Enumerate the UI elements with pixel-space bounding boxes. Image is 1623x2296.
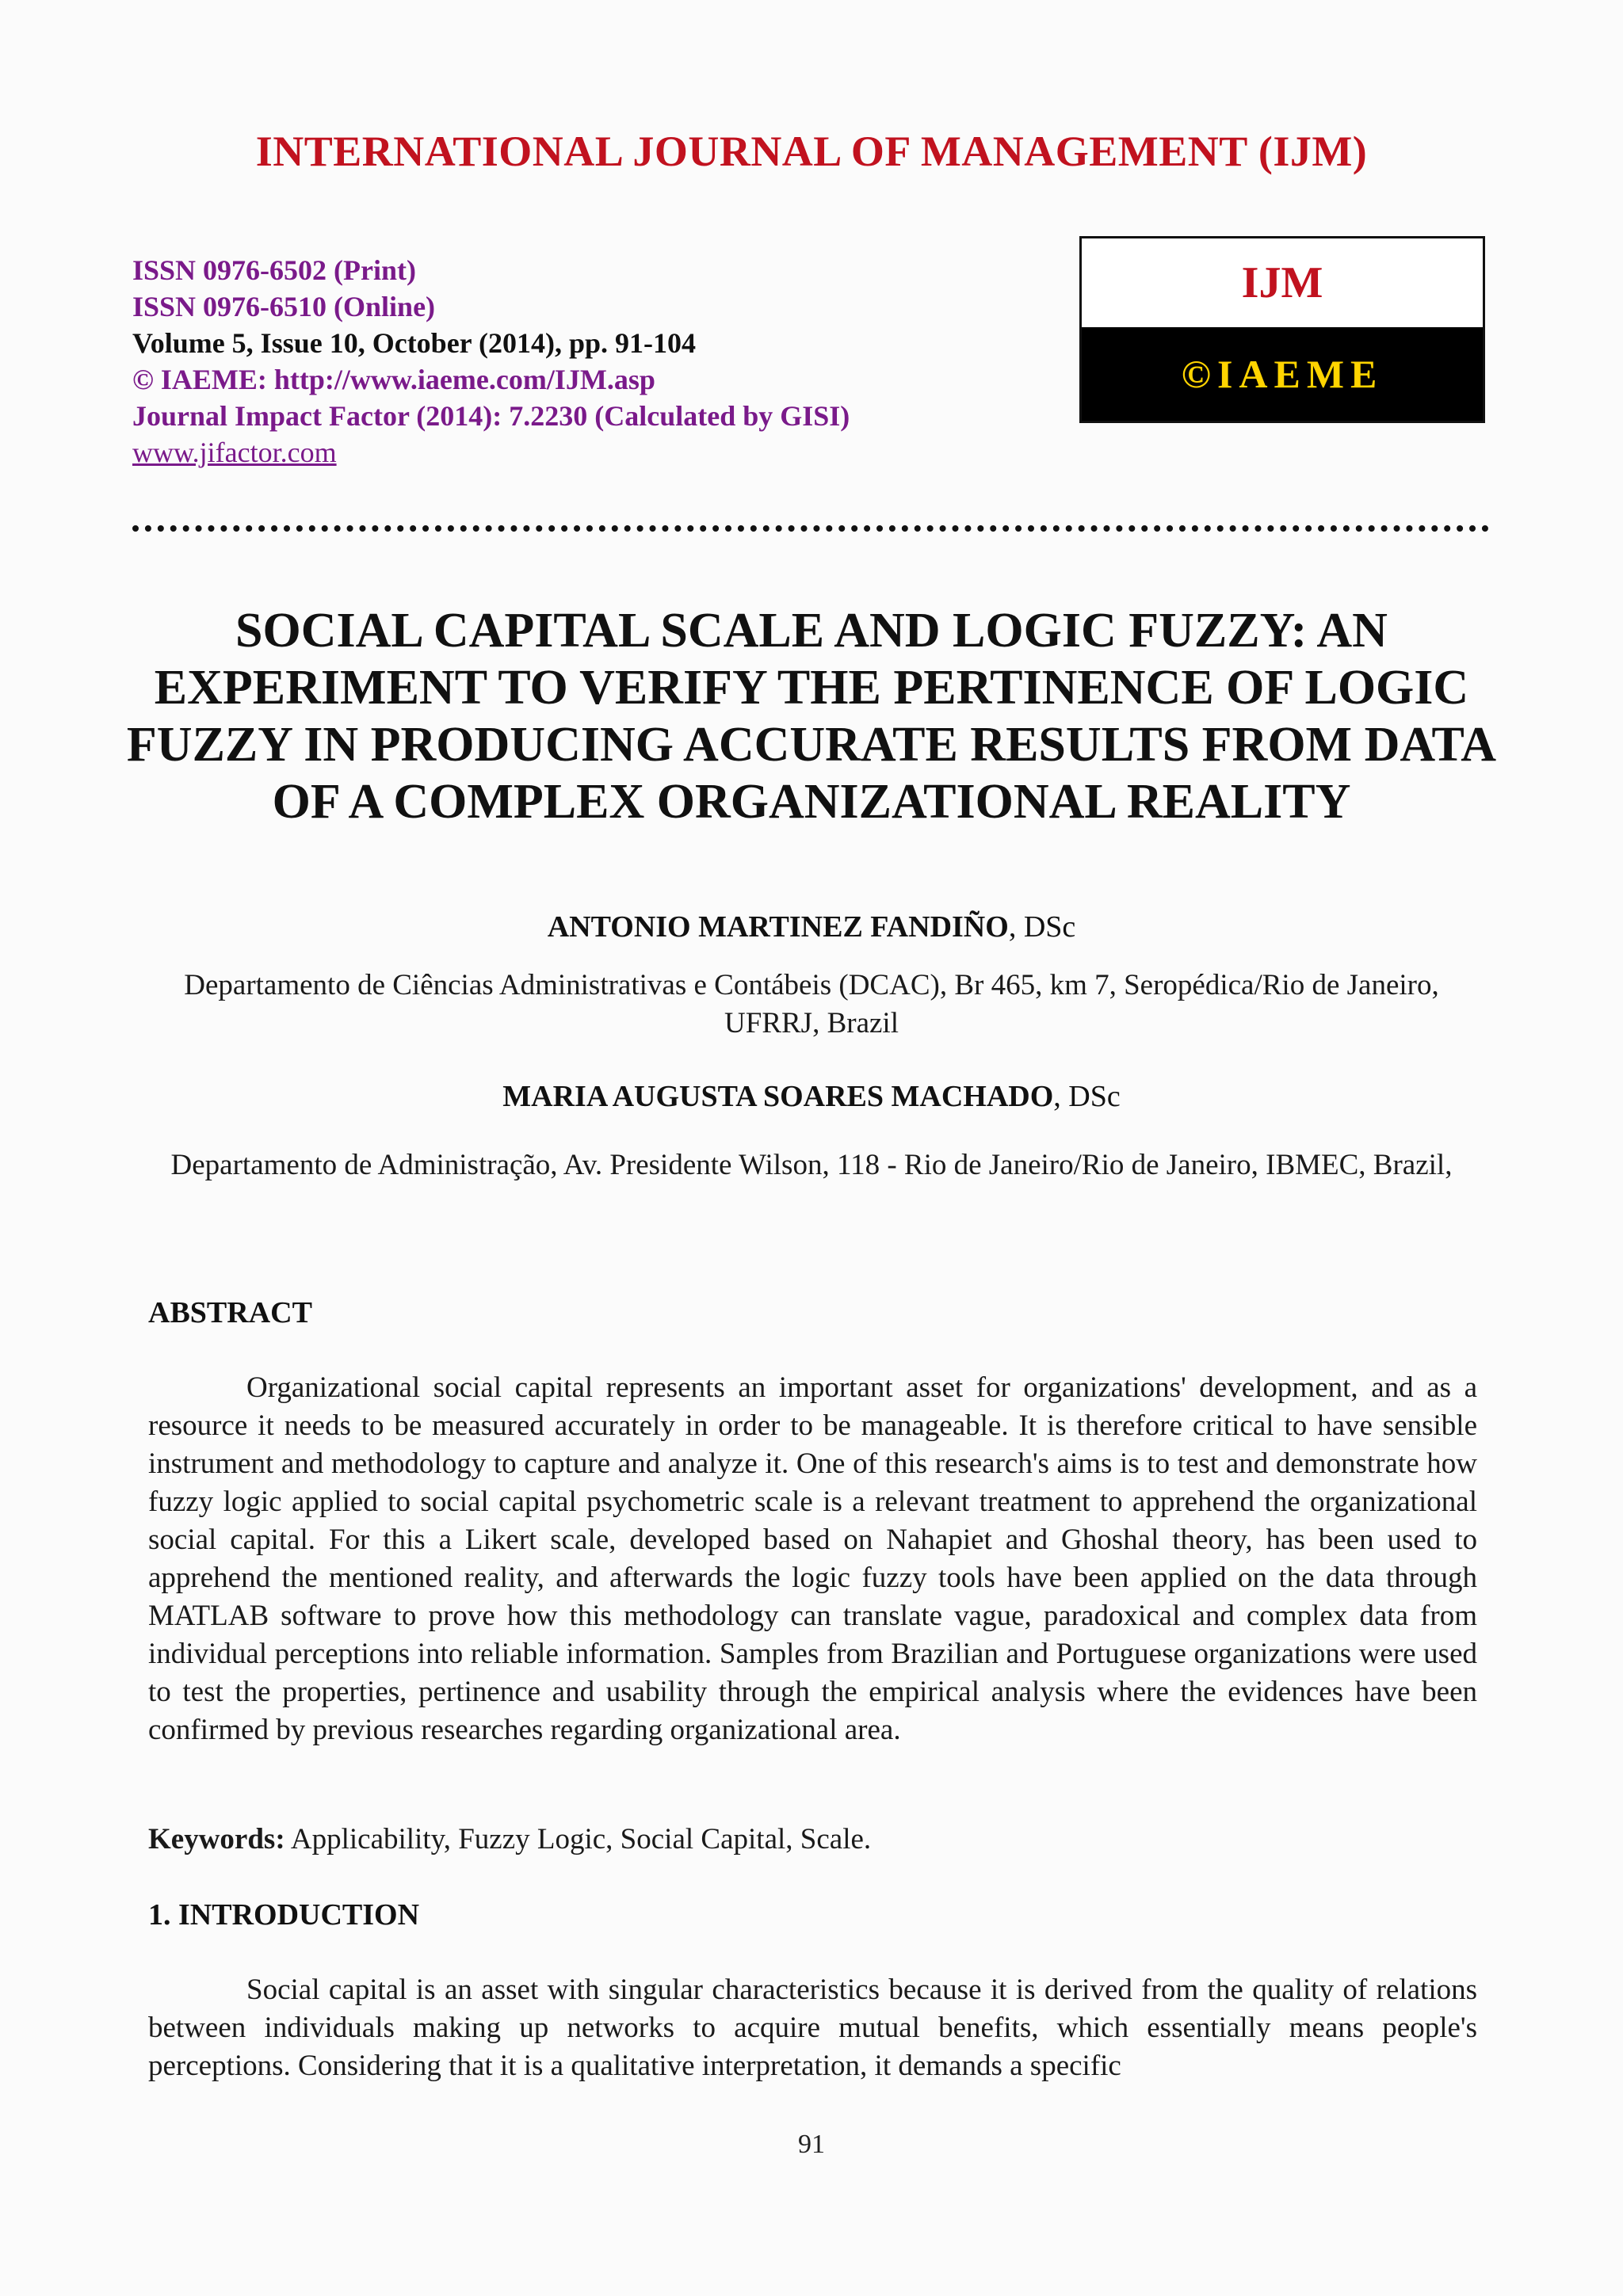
keywords-text: Applicability, Fuzzy Logic, Social Capital, Scale. xyxy=(285,1823,872,1855)
abstract-text: Organizational social capital represents an important asset for organizations' development, and as a resource it needs to be measured accurately in order to be manageable. It is therefore critical to have sensible instrument and methodology to capture and analyze it. One of this research's aims is to test and demonstrate how fuzzy logic applied to social capital psychometric scale is a relevant treatment to apprehend the organizational social capital. For this a Likert scale, developed based on Nahapiet and Ghoshal theory, has been used to apprehend the mentioned reality, and afterwards the logic fuzzy tools have been applied on the data through MATLAB software to prove how this methodology can translate vague, paradoxical and complex data from individual perceptions into reliable information. Samples from Brazilian and Portuguese organizations were used to test the properties, pertinence and usability through the empirical analysis where the evidences have been confirmed by previous researches regarding organizational area. xyxy=(148,1371,1477,1746)
impact-factor: Journal Impact Factor (2014): 7.2230 (Calculated by GISI) xyxy=(132,400,850,432)
author-2-affiliation: Departamento de Administração, Av. Presidente Wilson, 118 - Rio de Janeiro/Rio de Janeiro, IBMEC, Brazil, xyxy=(170,1149,1453,1181)
author-2 xyxy=(0,1079,1623,1114)
logo-iaeme-text: ©IAEME xyxy=(1082,327,1483,421)
keywords-label: Keywords: xyxy=(148,1823,285,1855)
dotted-divider xyxy=(132,525,1489,532)
logo-ijm-text: IJM xyxy=(1241,258,1323,307)
author-2-name: MARIA AUGUSTA SOARES MACHADO xyxy=(502,1080,1054,1113)
volume-info: Volume 5, Issue 10, October (2014), pp. 91-104 xyxy=(132,327,697,359)
author-1 xyxy=(0,910,1623,944)
ijm-logo xyxy=(1079,236,1485,423)
iaeme-url[interactable]: © IAEME: http://www.iaeme.com/IJM.asp xyxy=(132,364,655,395)
author-2-degree: , DSc xyxy=(1053,1080,1121,1113)
journal-title: INTERNATIONAL JOURNAL OF MANAGEMENT (IJM) xyxy=(255,128,1368,175)
issn-online: ISSN 0976-6510 (Online) xyxy=(132,291,436,322)
issn-print: ISSN 0976-6502 (Print) xyxy=(132,254,416,286)
author-1-name: ANTONIO MARTINEZ FANDIÑO xyxy=(547,910,1009,944)
jifactor-link[interactable]: www.jifactor.com xyxy=(132,437,337,468)
journal-metadata xyxy=(132,252,850,471)
paper-title: SOCIAL CAPITAL SCALE AND LOGIC FUZZY: AN EXPERIMENT TO VERIFY THE PERTINENCE OF LOGIC FUZZY IN PRODUCING ACCURATE RESULTS FROM DATA OF A COMPLEX ORGANIZATIONAL REALITY xyxy=(126,604,1497,829)
page-number: 91 xyxy=(798,2130,825,2159)
introduction-text: Social capital is an asset with singular characteristics because it is derived from the quality of relations between individuals making up networks to acquire mutual benefits, which essentially means people's perceptions. Considering that it is a qualitative interpretation, it demands a specific xyxy=(148,1974,1477,2082)
author-1-degree: , DSc xyxy=(1008,910,1076,944)
keywords xyxy=(148,1822,871,1856)
abstract-heading: ABSTRACT xyxy=(148,1296,312,1329)
author-1-affiliation: Departamento de Ciências Administrativas e Contábeis (DCAC), Br 465, km 7, Seropédica/Rio de Janeiro, UFRRJ, Brazil xyxy=(184,969,1439,1039)
introduction-heading: 1. INTRODUCTION xyxy=(148,1898,420,1932)
